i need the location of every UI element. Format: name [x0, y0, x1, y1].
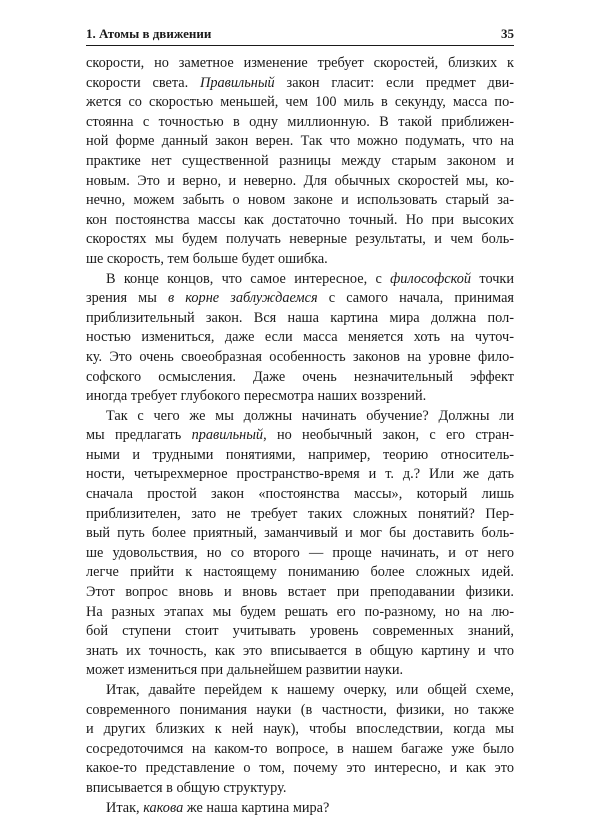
text-run: скорости, но заметное изменение требует скоростей, близких к [86, 55, 514, 71]
text-line [86, 250, 514, 270]
text-line [86, 230, 514, 250]
text-run: приблизителен, зато не требует таких сложных понятий? Пер- [86, 505, 514, 522]
text-run: приблизительный закон. Вся наша картина мира должна пол- [86, 309, 514, 326]
text-line [86, 211, 514, 231]
text-run: Итак, [106, 799, 144, 816]
text-line [86, 54, 514, 74]
text-run: Итак, давайте перейдем к нашему очерку, или общей схеме, [106, 682, 514, 698]
text-run: и других близких к ней наук), чтобы впоследствии, когда мы [86, 721, 514, 738]
paragraph [86, 270, 514, 407]
text-line [86, 563, 514, 583]
text-run: зрения мы [86, 290, 168, 307]
text-run: ше удовольствия, но со второго — проще начинать, и от него [86, 544, 514, 561]
text-run: точки [471, 270, 515, 287]
text-line [86, 446, 514, 466]
text-run: же наша картина мира? [183, 799, 330, 816]
text-line [86, 152, 514, 172]
text-line [86, 426, 514, 446]
text-line [86, 348, 514, 368]
text-line [86, 172, 514, 192]
text-line [86, 191, 514, 211]
text-run: сосредоточимся на каком-то вопросе, в нашем багаже уже было [86, 740, 514, 757]
text-run: скоростях мы будем получать неверные результаты, и чем боль- [86, 231, 514, 248]
italic-text: правильный [191, 427, 264, 444]
text-run: мы предлагать [86, 427, 192, 444]
text-line [86, 270, 514, 290]
text-run: ности, четырехмерное пространство-время и т. д.? Или же дать [86, 466, 514, 483]
text-line [86, 681, 514, 701]
italic-text: какова [143, 799, 184, 816]
text-run: иногда требует глубокого пересмотра наших воззрений. [86, 388, 427, 405]
text-run: современного понимания науки (в частности, физики, но также [86, 701, 514, 718]
text-run: жется со скоростью меньшей, чем 100 миль в секунду, масса по- [86, 94, 514, 111]
text-line [86, 485, 514, 505]
text-run: закон гласит: если предмет дви- [274, 74, 514, 91]
chapter-title: 1. Атомы в движении [86, 26, 212, 41]
text-run: На разных этапах мы будем решать его по-разному, но на лю- [86, 603, 514, 620]
running-header [86, 24, 514, 46]
text-line [86, 701, 514, 721]
text-line [86, 779, 514, 799]
italic-text: в корне заблуждаемся [167, 290, 318, 307]
text-run: сначала простой закон «постоянства массы», который лишь [86, 486, 514, 503]
page-body [86, 54, 514, 818]
text-run: кон постоянства массы как достаточно точный. Но при высоких [86, 211, 514, 228]
text-line [86, 74, 514, 94]
text-run: В конце концов, что самое интересное, с [106, 270, 391, 287]
text-line [86, 407, 514, 427]
text-run: новым. Это и верно, и неверно. Для обычных скоростей мы, ко- [86, 172, 514, 189]
text-line [86, 309, 514, 329]
paragraph [86, 681, 514, 799]
text-line [86, 524, 514, 544]
text-run: Этот вопрос вновь и вновь встает при преподавании физики. [86, 584, 514, 601]
page-number: 35 [501, 26, 514, 41]
text-run: легче прийти к настоящему пониманию более сложных идей. [86, 564, 514, 581]
text-run: ку. Это очень своеобразная особенность законов на уровне фило- [86, 348, 514, 365]
text-run: ностью измениться, даже если масса меняется хоть на чуточ- [86, 329, 514, 346]
text-line [86, 505, 514, 525]
text-line [86, 465, 514, 485]
text-line [86, 642, 514, 662]
text-line [86, 368, 514, 388]
text-run: ными и трудными понятиями, например, теорию относитель- [86, 446, 514, 463]
text-run: скорости света. [86, 74, 201, 91]
text-run: с самого начала, принимая [317, 290, 514, 307]
text-run: знать их точность, как это вписывается в общую картину и что [86, 642, 514, 659]
text-line [86, 93, 514, 113]
text-line [86, 720, 514, 740]
text-run: какое-то представление о том, почему это интересно, и как это [86, 760, 514, 777]
text-line [86, 328, 514, 348]
text-run: может измениться при дальнейшем развитии науки. [86, 662, 404, 679]
text-line [86, 603, 514, 623]
text-run: ше скорость, тем больше будет ошибка. [86, 250, 328, 267]
paragraph [86, 407, 514, 681]
text-line [86, 583, 514, 603]
paragraph [86, 799, 514, 818]
text-run: вый путь более приятный, заманчивый и мог бы доставить боль- [86, 525, 514, 542]
text-run: бой ступени стоит учитывать уровень современных знаний, [86, 623, 514, 640]
text-line [86, 289, 514, 309]
text-line [86, 622, 514, 642]
text-line [86, 661, 514, 681]
text-line [86, 799, 514, 818]
text-run: стоянна с точностью в одну миллионную. В такой приближен- [86, 113, 514, 130]
text-run: ной форме данный закон верен. Так что можно подумать, что на [86, 133, 514, 150]
text-line [86, 113, 514, 133]
text-line [86, 132, 514, 152]
text-run: , но необычный закон, с его стран- [263, 427, 514, 444]
text-run: практике нет существенной разницы между старым законом и [86, 152, 514, 169]
italic-text: философской [390, 270, 472, 287]
text-line [86, 759, 514, 779]
text-line [86, 387, 514, 407]
text-run: нечно, можем забыть о новом законе и использовать старый за- [86, 192, 514, 209]
text-run: вписывается в общую структуру. [86, 779, 287, 796]
paragraph [86, 54, 514, 270]
text-run: софского осмысления. Даже очень незначительный эффект [86, 368, 514, 385]
italic-text: Правильный [200, 74, 275, 91]
text-line [86, 544, 514, 564]
text-run: Так с чего же мы должны начинать обучение? Должны ли [106, 407, 514, 424]
